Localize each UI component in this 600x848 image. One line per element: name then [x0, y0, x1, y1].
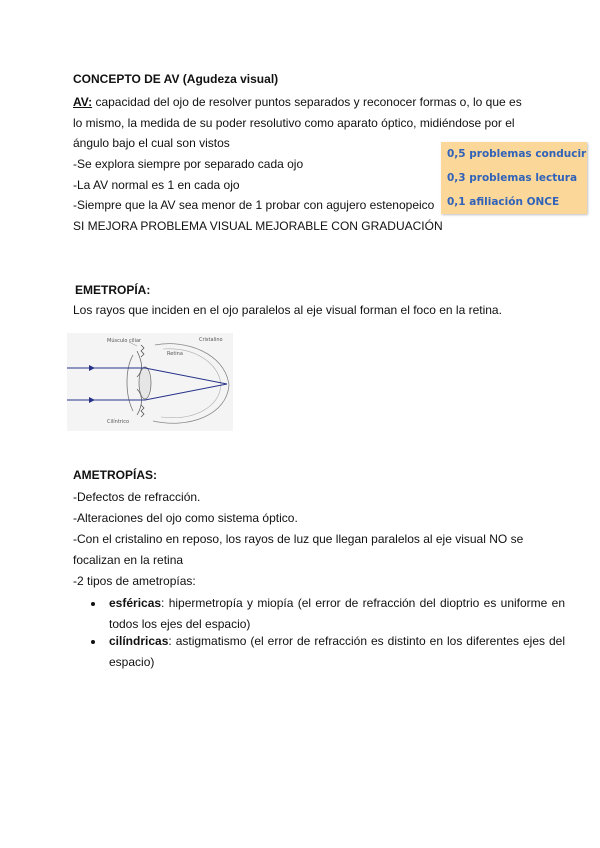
av-item-2: -La AV normal es 1 en cada ojo [73, 178, 240, 192]
section-title-emetropia: EMETROPÍA: [75, 283, 151, 297]
bullet-dot-1 [91, 602, 95, 606]
ametropia-line-3b: focalizan en la retina [73, 553, 184, 567]
label-ciliar: Cilíntrico [107, 419, 130, 425]
note-line-3: 0,1 afiliación ONCE [447, 196, 560, 208]
term-esfericas: esféricas [109, 596, 162, 610]
av-label: AV: [73, 95, 93, 109]
av-line-2: lo mismo, la medida de su poder resolutivo como aparato óptico, midiéndose por el [73, 116, 515, 130]
section-title-concepto: CONCEPTO DE AV (Agudeza visual) [73, 72, 279, 86]
bullet-esfericas [109, 593, 565, 635]
ametropia-line-3a: -Con el cristalino en reposo, los rayos de luz que llegan paralelos al eje visual NO se [73, 532, 524, 546]
bullet-cilindricas [109, 631, 565, 673]
emetropia-text: Los rayos que inciden en el ojo paralelos al eje visual forman el foco en la retina. [73, 303, 502, 317]
ametropia-line-4: -2 tipos de ametropías: [73, 574, 196, 588]
ametropia-line-1: -Defectos de refracción. [73, 490, 201, 504]
label-retina: Retina [167, 351, 183, 357]
sticky-note [441, 142, 587, 214]
av-definition-start: capacidad del ojo de resolver puntos separados y reconocer formas o, lo que es [92, 95, 522, 109]
label-cristalino: Cristalino [199, 337, 223, 343]
label-musculo: Músculo ciliar [107, 338, 142, 344]
av-item-1: -Se explora siempre por separado cada ojo [73, 157, 304, 171]
text-esfericas: : hipermetropía y miopía (el error de refracción del dioptrio es uniforme en todos los ejes del espacio) [109, 596, 565, 631]
bullet-dot-2 [91, 640, 95, 644]
eye-diagram [67, 333, 233, 431]
section-title-ametropias: AMETROPÍAS: [73, 468, 157, 482]
av-mejora-line: SI MEJORA PROBLEMA VISUAL MEJORABLE CON GRADUACIÓN [73, 219, 443, 233]
text-cilindricas: : astigmatismo (el error de refracción es distinto en los diferentes ejes del espacio) [109, 634, 565, 669]
ametropia-line-2: -Alteraciones del ojo como sistema óptico. [73, 511, 298, 525]
av-item-3: -Siempre que la AV sea menor de 1 probar con agujero estenopeico [73, 198, 435, 212]
av-line-1 [73, 95, 522, 109]
av-line-3: ángulo bajo el cual son vistos [73, 136, 230, 150]
note-line-2: 0,3 problemas lectura [447, 172, 578, 184]
note-line-1: 0,5 problemas conducir [447, 148, 587, 160]
term-cilindricas: cilíndricas [109, 634, 169, 648]
